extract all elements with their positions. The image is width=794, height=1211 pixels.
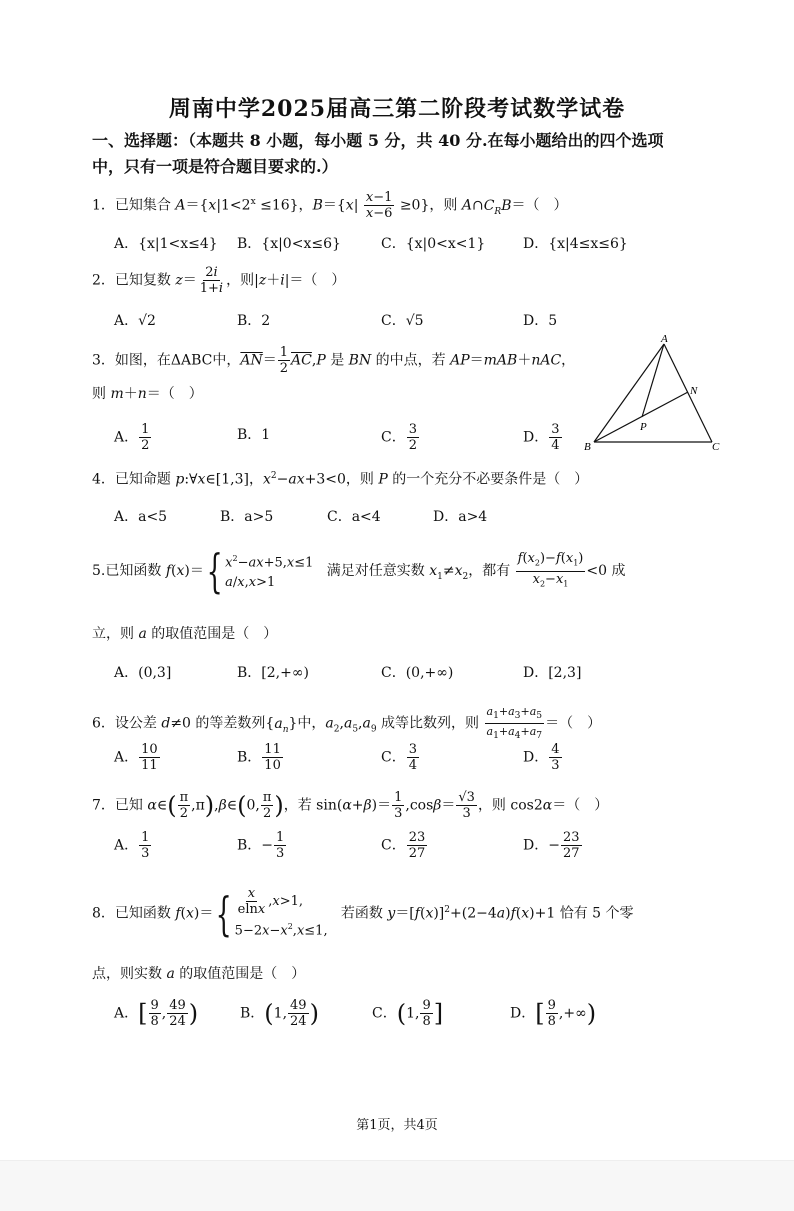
q8-option-a[interactable]: A．[ $\frac{9}{8}$ , $\frac{49}{24}$ ) (114, 998, 199, 1029)
q1-option-c[interactable]: C．{x|0<x<1} (381, 236, 486, 252)
q3-option-c[interactable]: C． $\frac{3}{2}$ (381, 422, 417, 453)
q1-option-a[interactable]: A．{x|1<x≤4} (114, 236, 218, 252)
q5-option-c[interactable]: C．(0,+∞) (381, 665, 454, 681)
question-5-stem: 5.已知函数 f(x)＝{ $x^2-ax+5,x\le 1$ a/x,x>1 满足对任意实数 $x_1\ne x_2$，都有 $\frac{f(x_2)-f(x_1)}{x_2-x_1}$ <0 成 (92, 544, 626, 598)
label-c: C (712, 441, 720, 453)
q5-option-d[interactable]: D．[2,3] (523, 665, 582, 681)
label-n: N (690, 385, 698, 397)
question-3-stem: 3．如图，在ΔABC中，$\overline{AN}=$ $\frac{1}{2}$ $\overline{AC},P$ 是 BN 的中点，若 AP＝mAB＋nAC， (92, 345, 576, 376)
q6-option-b[interactable]: B． $\frac{11}{10}$ (237, 742, 281, 773)
q7-option-a[interactable]: A． $\frac{1}{3}$ (114, 830, 150, 861)
q6-option-a[interactable]: A． $\frac{10}{11}$ (114, 742, 158, 773)
q4-option-a[interactable]: A．a<5 (114, 509, 168, 525)
q8-option-c[interactable]: C．(1, $\frac{9}{8}$ ] (372, 998, 444, 1029)
question-4-stem: 4．已知命题 p:∀x∈[1,3]，$x^2-ax+3<0$，则 P 的一个充分不必要条件是（ ） (92, 471, 589, 488)
q5-option-a[interactable]: A．(0,3] (114, 665, 172, 681)
triangle-figure (584, 334, 724, 454)
q3-option-a[interactable]: A． $\frac{1}{2}$ (114, 422, 150, 453)
label-b: B (584, 441, 591, 453)
q2-option-a[interactable]: A．√2 (114, 313, 156, 329)
q3-option-d[interactable]: D． $\frac{3}{4}$ (523, 422, 560, 453)
question-7-stem: 7．已知 α∈( $\frac{\pi}{2}$ ,π),β∈(0, $\frac{\pi}{2}$ )，若 sin(α+β)＝ $\frac{1}{3}$ ,cosβ＝ $\frac{√3}{3}$ ，则 cos2α＝（ ） (92, 790, 609, 821)
q1-option-d[interactable]: D．{x|4≤x≤6} (523, 236, 628, 252)
section-heading: 一、选择题：（本题共 8 小题，每小题 5 分，共 40 分.在每小题给出的四个选项中，只有一项是符合题目要求的.） (92, 131, 664, 176)
q4-option-c[interactable]: C．a<4 (327, 509, 381, 525)
q2-option-c[interactable]: C．√5 (381, 313, 424, 329)
label-a: A (661, 334, 668, 345)
q3-option-b[interactable]: B．1 (237, 427, 271, 443)
question-5-stem-2: 立，则 a 的取值范围是（ ） (92, 626, 278, 642)
question-1-stem: 1．已知集合 $A=\{x|1<2^x \le 16\}$，B＝{x| $\frac{x-1}{x-6}$ ≥0}，则 $A\cap C_RB=$（ ） (92, 190, 568, 221)
q4-option-b[interactable]: B．a>5 (220, 509, 274, 525)
q8-option-d[interactable]: D．[ $\frac{9}{8}$ ,+∞) (510, 998, 597, 1029)
q4-option-d[interactable]: D．a>4 (433, 509, 488, 525)
q5-option-b[interactable]: B．[2,+∞) (237, 665, 309, 681)
q6-option-c[interactable]: C． $\frac{3}{4}$ (381, 742, 417, 773)
q2-option-b[interactable]: B．2 (237, 313, 271, 329)
q7-option-d[interactable]: D．− $\frac{23}{27}$ (523, 830, 580, 861)
page-footer: 第1页，共4页 (356, 1118, 438, 1133)
q1-option-b[interactable]: B．{x|0<x≤6} (237, 236, 341, 252)
q7-option-b[interactable]: B．− $\frac{1}{3}$ (237, 830, 285, 861)
label-p: P (640, 421, 647, 433)
page-title: 周南中学2025届高三第二阶段考试数学试卷 (168, 96, 626, 122)
q8-option-b[interactable]: B．(1, $\frac{49}{24}$ ) (240, 998, 319, 1029)
q2-option-d[interactable]: D．5 (523, 313, 558, 329)
viewer-background (0, 1160, 794, 1211)
q7-option-c[interactable]: C． $\frac{23}{27}$ (381, 830, 426, 861)
question-3-stem-2: 则 m＋n＝（ ） (92, 386, 203, 402)
question-8-stem-2: 点，则实数 a 的取值范围是（ ） (92, 966, 306, 982)
question-8-stem: 8．已知函数 f(x)＝{ $\frac{x}{elnx}$ ,x>1, $5-2x-x^2,x\le 1$, 若函数 $y=[f(x)]^2+(2-4a)f(x)+1$ 恰有 5 个零 (92, 886, 634, 941)
question-2-stem: 2．已知复数 z＝ $\frac{2i}{1+i}$ ，则|z＋i|＝（ ） (92, 265, 346, 296)
question-6-stem: 6．设公差 d≠0 的等差数列$\{a_n\}$中，$a_2,a_5,a_9$ 成等比数列，则 $\frac{a_1+a_3+a_5}{a_1+a_4+a_7}$ ＝（ ） (92, 705, 602, 742)
q6-option-d[interactable]: D． $\frac{4}{3}$ (523, 742, 560, 773)
